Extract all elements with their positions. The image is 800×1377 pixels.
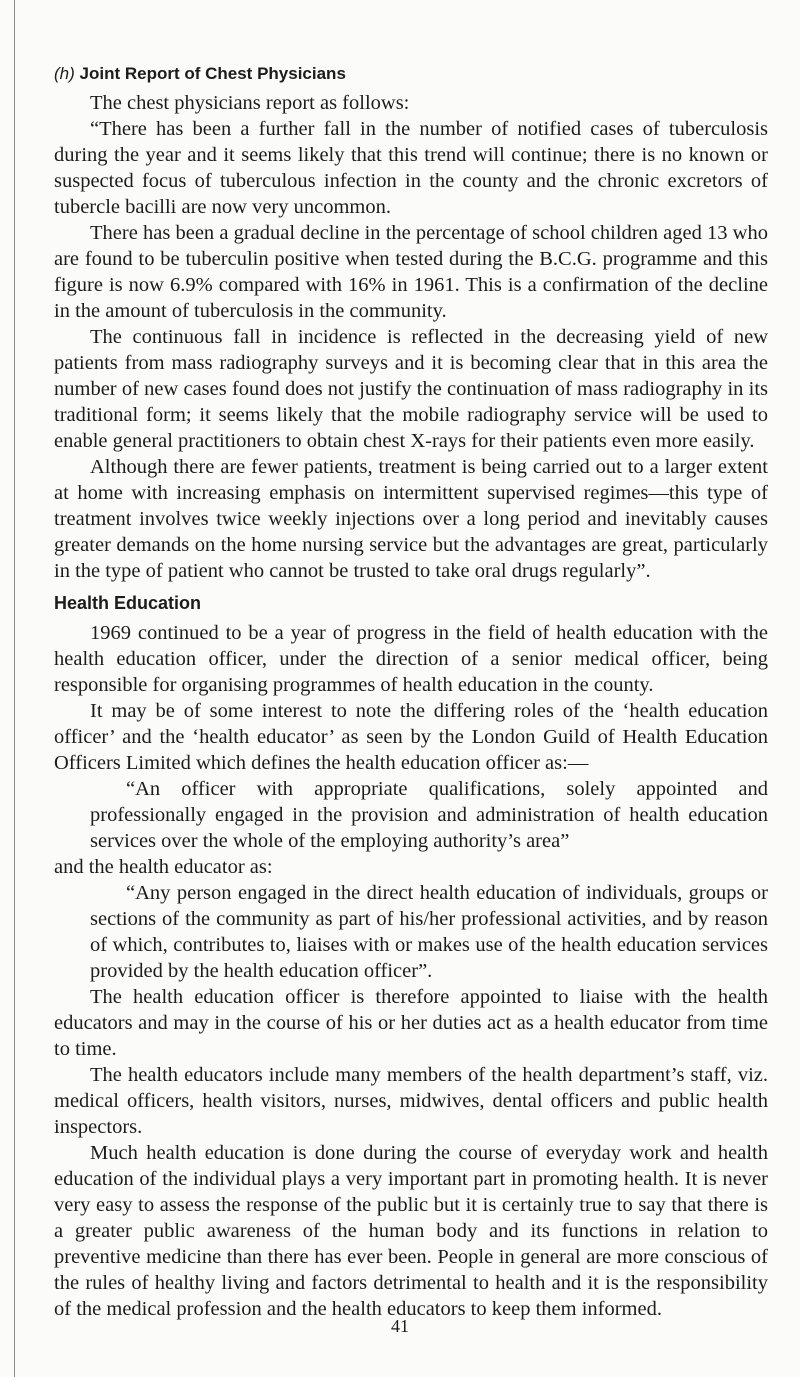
chest-paragraph-3: The continuous fall in incidence is reflected in the decreasing yield of new patients from mass radiography surveys and it is becoming clear that in this area the number of new cases found does not justify the continuation of mass radiography in its traditional form; it seems likely that the mobile radiography service will be used to enable general practitioners to obtain chest X-rays for their patients even more easily. — [54, 326, 768, 452]
chest-paragraph-4: Although there are fewer patients, treatment is being carried out to a larger extent at home with increasing emphasis on intermittent supervised regimes—this type of treatment involves twice weekly injections over a long period and inevitably causes greater demands on the home nursing service but the advantages are great, particularly in the type of patient who cannot be trusted to take oral drugs regularly”. — [54, 456, 768, 582]
section-h-title: Joint Report of Chest Physicians — [79, 64, 346, 83]
health-education-paragraph-4: The health education officer is therefore appointed to liaise with the health educators and may in the course of his or her duties act as a health educator from time to time. — [54, 986, 768, 1060]
educator-definition-quote: “Any person engaged in the direct health education of individuals, groups or sections of the community as part of his/her professional activities, and by reason of which, contributes to, liaises with or makes use of the health education services provided by the health education officer”. — [90, 882, 768, 982]
page-edge-line — [14, 0, 15, 1377]
page-number: 41 — [391, 1316, 409, 1336]
section-h-intro: The chest physicians report as follows: — [90, 92, 410, 114]
section-h-heading — [54, 62, 768, 86]
officer-definition-quote: “An officer with appropriate qualifications, solely appointed and professionally engaged in the provision and administration of health education services over the whole of the employing authority’s area” — [90, 778, 768, 852]
chest-paragraph-1: “There has been a further fall in the number of notified cases of tuberculosis during the year and it seems likely that this trend will continue; there is no known or suspected focus of tuberculous infection in the county and the chronic excretors of tubercle bacilli are now very uncommon. — [54, 118, 768, 218]
chest-paragraph-2: There has been a gradual decline in the percentage of school children aged 13 who are found to be tuberculin positive when tested during the B.C.G. programme and this figure is now 6.9% compared with 16% in 1961. This is a confirmation of the decline in the amount of tuberculosis in the community. — [54, 222, 768, 322]
health-education-paragraph-2: It may be of some interest to note the differing roles of the ‘health education officer’ and the ‘health educator’ as seen by the London Guild of Health Education Officers Limited which defines the health education officer as:— — [54, 700, 768, 774]
health-education-paragraph-5: The health educators include many members of the health department’s staff, viz. medical officers, health visitors, nurses, midwives, dental officers and public health inspectors. — [54, 1064, 768, 1138]
health-education-paragraph-6: Much health education is done during the course of everyday work and health education of the individual plays a very important part in promoting health. It is never very easy to assess the response of the public but it is certainly true to say that there is a greater public awareness of the human body and its functions in relation to preventive medicine than there has ever been. People in general are more conscious of the rules of healthy living and factors detrimental to health and it is the responsibility of the medical profession and the health educators to keep them informed. — [54, 1142, 768, 1320]
health-educator-intro: and the health educator as: — [54, 856, 273, 878]
health-education-paragraph-1: 1969 continued to be a year of progress in the field of health education with the health education officer, under the direction of a senior medical officer, being responsible for organising programmes of health education in the county. — [54, 622, 768, 696]
document-page — [54, 62, 768, 1322]
section-h-label: (h) — [54, 64, 75, 83]
health-education-heading: Health Education — [54, 593, 202, 613]
